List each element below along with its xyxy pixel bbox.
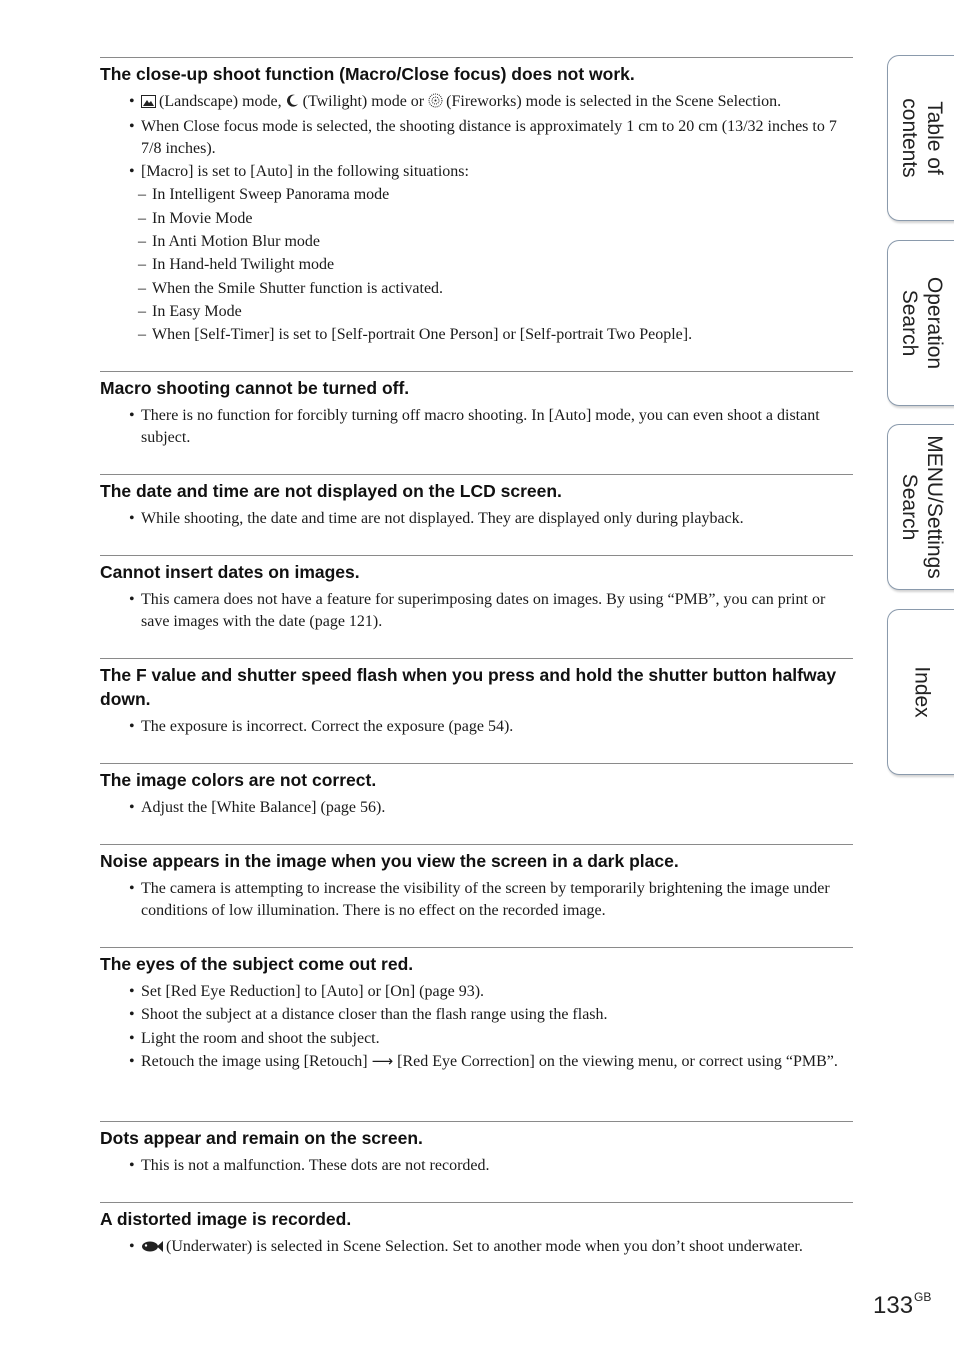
- landscape-icon: [141, 93, 156, 115]
- list-item: [100, 301, 853, 323]
- item-text: In Anti Motion Blur mode: [152, 232, 320, 250]
- bullet: –: [138, 232, 146, 250]
- troubleshooting-content: [100, 57, 853, 1297]
- tab-operation-search[interactable]: [887, 240, 954, 406]
- section-heading: The image colors are not correct.: [100, 770, 377, 790]
- list-item: [100, 508, 853, 530]
- tab-label: Operation: [923, 276, 946, 370]
- item-text: In Easy Mode: [152, 302, 242, 320]
- item-text: [Macro] is set to [Auto] in the following situations:: [141, 163, 469, 181]
- item-text: (Fireworks) mode is selected in the Scene Selection.: [446, 93, 782, 110]
- list-item: [100, 91, 853, 115]
- list-item: [100, 1236, 853, 1260]
- arrow-icon: ⟶: [371, 1051, 394, 1070]
- bullet: •: [129, 591, 135, 608]
- list-item: [100, 405, 853, 448]
- page-number: [873, 1290, 931, 1320]
- bullet: •: [129, 163, 135, 181]
- bullet: •: [129, 510, 135, 527]
- bullet: •: [129, 1052, 135, 1070]
- section-close-up: [100, 57, 853, 371]
- bullet: •: [129, 1029, 135, 1047]
- tab-label: MENU/Settings: [923, 435, 946, 579]
- section-red-eyes: [100, 947, 853, 1121]
- list-item: [100, 184, 853, 206]
- item-text: This camera does not have a feature for superimposing dates on images. By using “PMB”, you can print or save images with the date (page 121).: [141, 591, 826, 630]
- bullet: •: [129, 799, 135, 816]
- tab-menu-settings-search[interactable]: [887, 424, 954, 590]
- page-number-suffix: GB: [914, 1290, 932, 1304]
- section-date-time: [100, 474, 853, 555]
- section-heading: Macro shooting cannot be turned off.: [100, 378, 410, 398]
- bullet: •: [129, 93, 135, 110]
- item-text: The exposure is incorrect. Correct the exposure (page 54).: [141, 718, 514, 735]
- list-item: [100, 1028, 853, 1050]
- tab-table-of-contents[interactable]: [887, 55, 954, 221]
- item-text: When the Smile Shutter function is activated.: [152, 279, 444, 297]
- item-text: The camera is attempting to increase the visibility of the screen by temporarily brightening the image under conditions of low illumination. There is no effect on the recorded image.: [141, 880, 830, 919]
- bullet: –: [138, 279, 146, 297]
- list-item: [100, 208, 853, 230]
- section-noise-dark: [100, 844, 853, 947]
- item-text: In Movie Mode: [152, 209, 253, 227]
- underwater-icon: [141, 1238, 163, 1260]
- section-macro-off: [100, 371, 853, 474]
- list-item: [100, 161, 853, 183]
- list-item: [100, 278, 853, 300]
- list-item: [100, 797, 853, 819]
- bullet: –: [138, 186, 146, 204]
- tab-label: Search: [898, 473, 921, 541]
- bullet: –: [138, 256, 146, 274]
- tab-label: Index: [910, 666, 934, 718]
- item-text: In Intelligent Sweep Panorama mode: [152, 186, 390, 204]
- bullet: •: [129, 1006, 135, 1024]
- list-item: [100, 116, 853, 159]
- list-item: [100, 878, 853, 921]
- section-heading: The date and time are not displayed on the LCD screen.: [100, 481, 562, 501]
- tab-label: Search: [898, 289, 921, 357]
- fireworks-icon: [428, 93, 443, 115]
- section-insert-dates: [100, 555, 853, 658]
- item-text: When [Self-Timer] is set to [Self-portrait One Person] or [Self-portrait Two People].: [152, 326, 693, 344]
- list-item: [100, 981, 853, 1003]
- section-f-value-flash: [100, 658, 853, 763]
- item-text: This is not a malfunction. These dots are not recorded.: [141, 1157, 490, 1174]
- section-heading: A distorted image is recorded.: [100, 1209, 352, 1229]
- bullet: •: [129, 1238, 135, 1255]
- section-heading: The eyes of the subject come out red.: [100, 954, 414, 974]
- bullet: •: [129, 118, 135, 136]
- list-item: [100, 324, 853, 346]
- bullet: •: [129, 880, 135, 897]
- list-item: [100, 231, 853, 253]
- item-text: (Landscape) mode,: [159, 93, 282, 110]
- section-heading: The F value and shutter speed flash when you press and hold the shutter button halfway down.: [100, 665, 837, 709]
- section-dots: [100, 1121, 853, 1202]
- bullet: –: [138, 209, 146, 227]
- bullet: •: [129, 407, 135, 424]
- item-text: Set [Red Eye Reduction] to [Auto] or [On] (page 93).: [141, 983, 485, 1000]
- list-item: [100, 1051, 853, 1073]
- section-heading: The close-up shoot function (Macro/Close focus) does not work.: [100, 64, 635, 84]
- item-text: (Twilight) mode or: [302, 93, 425, 110]
- bullet: •: [129, 983, 135, 1000]
- bullet: –: [138, 326, 146, 344]
- item-text: (Underwater) is selected in Scene Selection. Set to another mode when you don’t shoot underwater.: [166, 1238, 803, 1255]
- item-text: In Hand-held Twilight mode: [152, 256, 335, 274]
- item-text: Shoot the subject at a distance closer than the flash range using the flash.: [141, 1006, 608, 1024]
- tab-label: contents: [898, 98, 921, 178]
- twilight-icon: [286, 93, 300, 115]
- section-heading: Noise appears in the image when you view the screen in a dark place.: [100, 851, 679, 871]
- item-text: Adjust the [White Balance] (page 56).: [141, 799, 386, 816]
- list-item: [100, 1155, 853, 1177]
- list-item: [100, 716, 853, 738]
- list-item: [100, 589, 853, 632]
- bullet: •: [129, 718, 135, 735]
- bullet: •: [129, 1157, 135, 1174]
- list-item: [100, 1004, 853, 1026]
- tab-index[interactable]: [887, 609, 954, 775]
- bullet: –: [138, 302, 146, 320]
- page-number-value: 133: [873, 1292, 914, 1319]
- item-text: There is no function for forcibly turning off macro shooting. In [Auto] mode, you can even shoot a distant subject.: [141, 407, 820, 446]
- tab-label: Table of: [923, 101, 946, 175]
- item-text: [Red Eye Correction] on the viewing menu, or correct using “PMB”.: [397, 1052, 838, 1070]
- item-text: While shooting, the date and time are not displayed. They are displayed only during playback.: [141, 510, 744, 527]
- item-text: Retouch the image using [Retouch]: [141, 1052, 368, 1070]
- section-heading: Dots appear and remain on the screen.: [100, 1128, 423, 1148]
- section-distorted-image: [100, 1202, 853, 1297]
- section-heading: Cannot insert dates on images.: [100, 562, 360, 582]
- item-text: Light the room and shoot the subject.: [141, 1029, 380, 1047]
- item-text: When Close focus mode is selected, the shooting distance is approximately 1 cm to 20 cm (13/32 inches to 7 7/8 inches).: [141, 118, 837, 157]
- section-image-colors: [100, 763, 853, 844]
- list-item: [100, 254, 853, 276]
